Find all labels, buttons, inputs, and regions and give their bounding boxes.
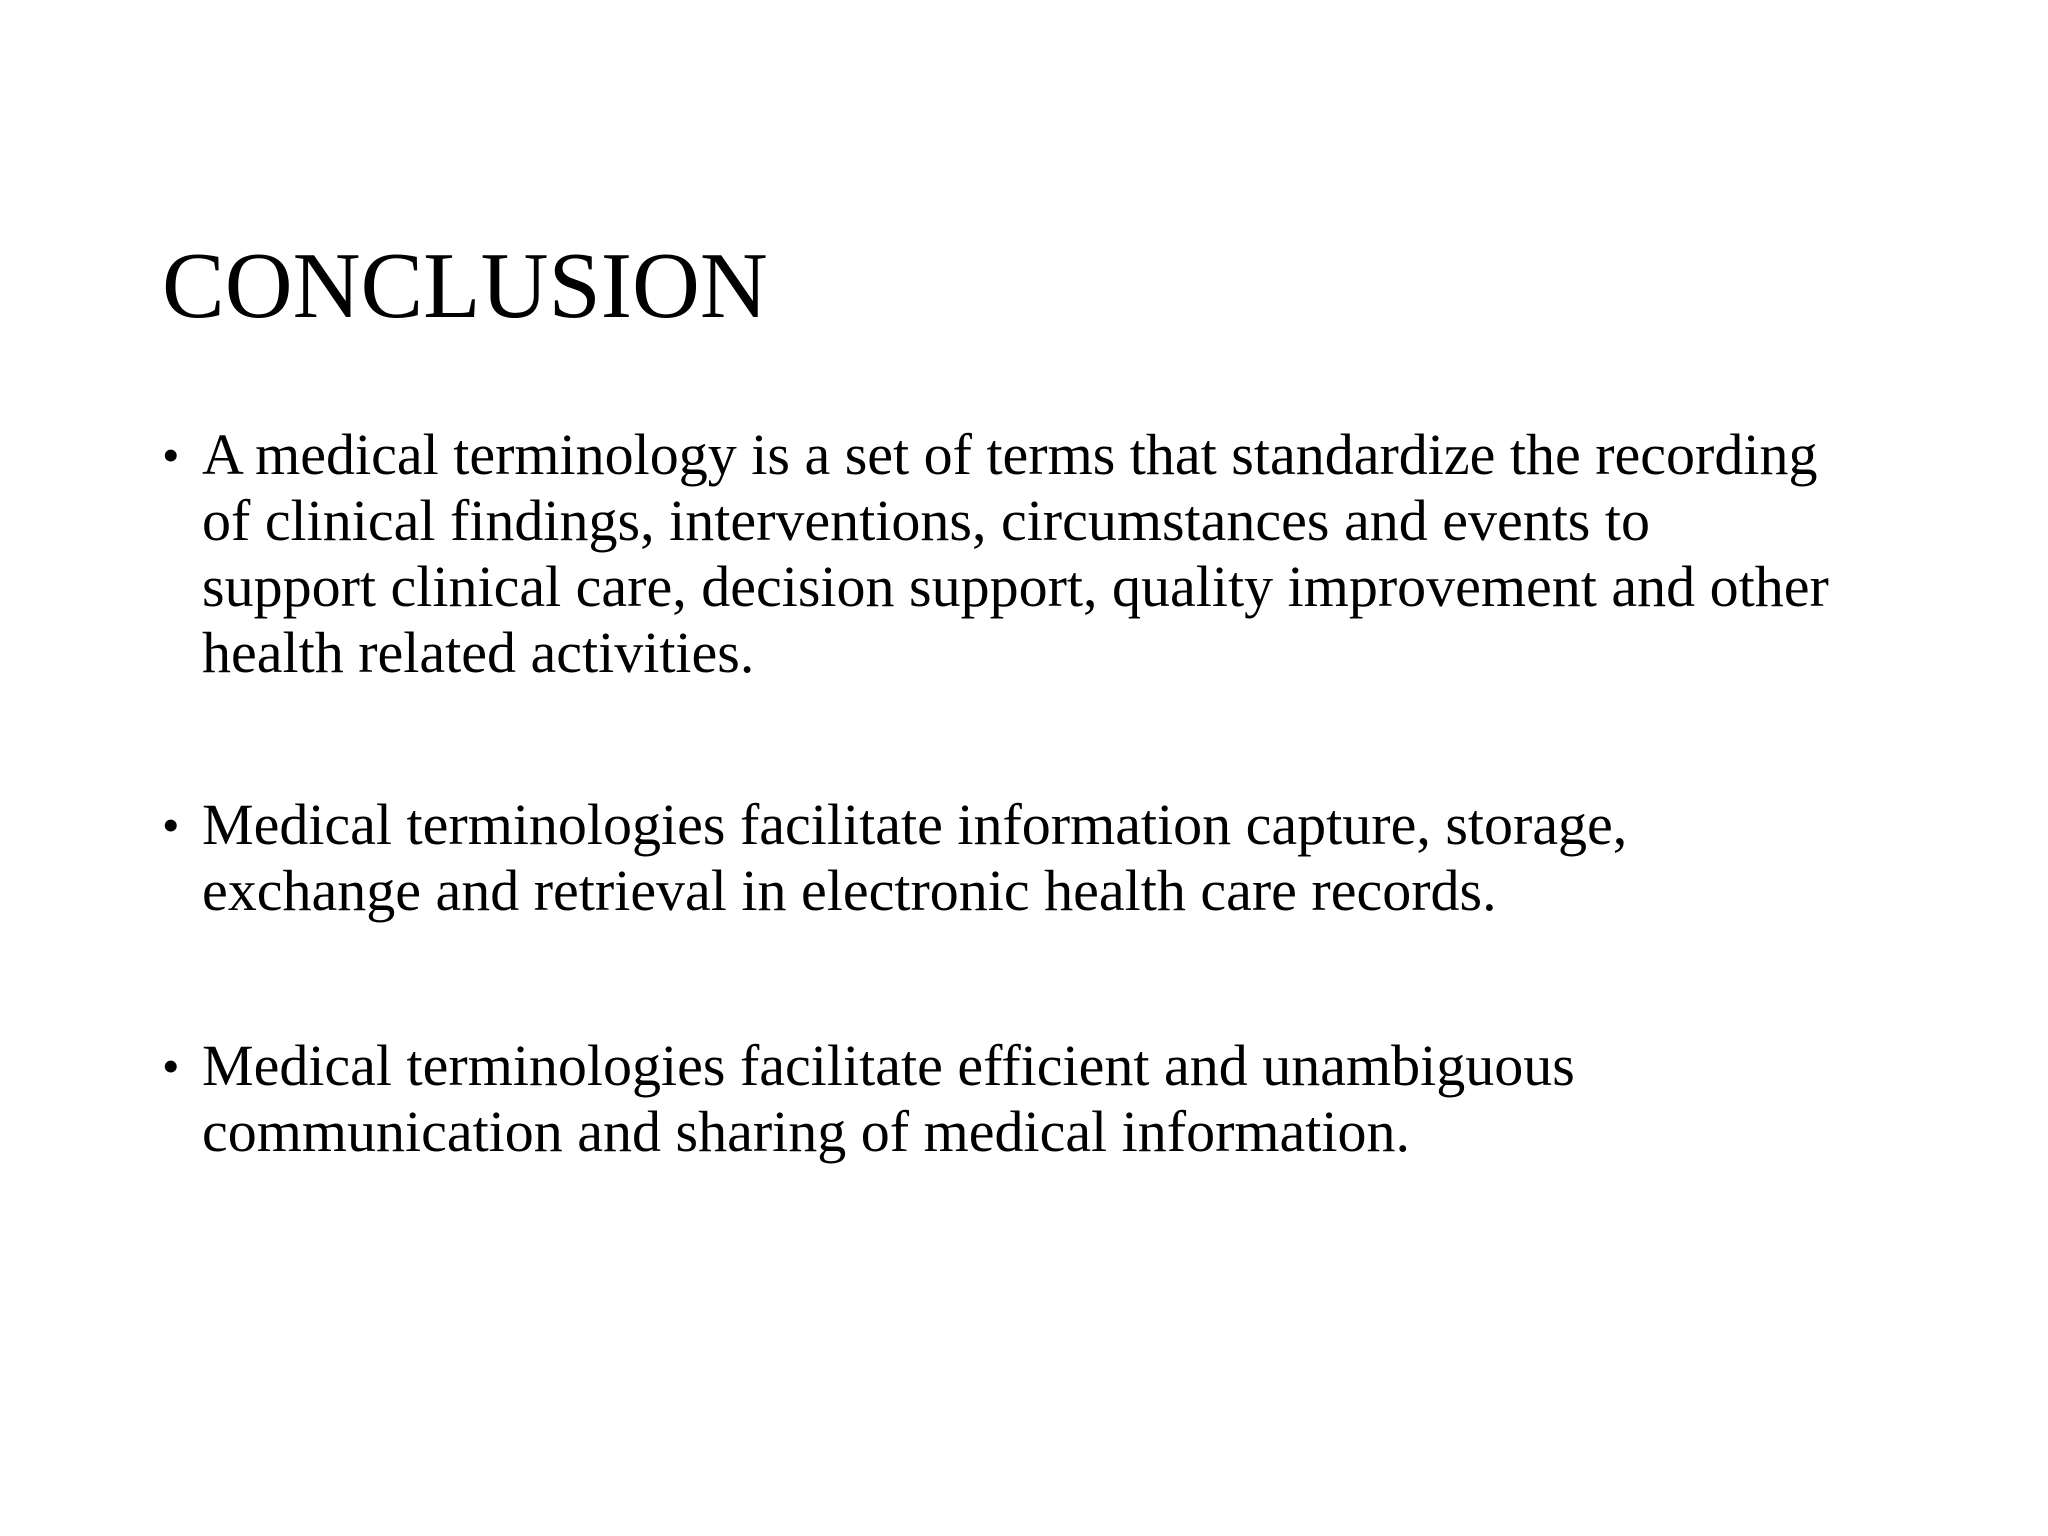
bullet-text: Medical terminologies facilitate efficient and unambiguous communication and sharing of medical information. bbox=[202, 1033, 1575, 1164]
bullet-item-2 bbox=[162, 792, 1922, 924]
bullet-item-3 bbox=[162, 1033, 1922, 1165]
bullet-text: Medical terminologies facilitate information capture, storage, exchange and retrieval in electronic health care records. bbox=[202, 792, 1628, 923]
slide-title: CONCLUSION bbox=[162, 233, 768, 338]
bullet-icon: • bbox=[162, 797, 180, 853]
bullet-text: A medical terminology is a set of terms that standardize the recording of clinical findings, interventions, circumstances and events to support clinical care, decision support, quality improvement and other health related activities. bbox=[202, 422, 1829, 685]
bullet-item-1 bbox=[162, 422, 1922, 686]
bullet-icon: • bbox=[162, 427, 180, 483]
bullet-icon: • bbox=[162, 1038, 180, 1094]
